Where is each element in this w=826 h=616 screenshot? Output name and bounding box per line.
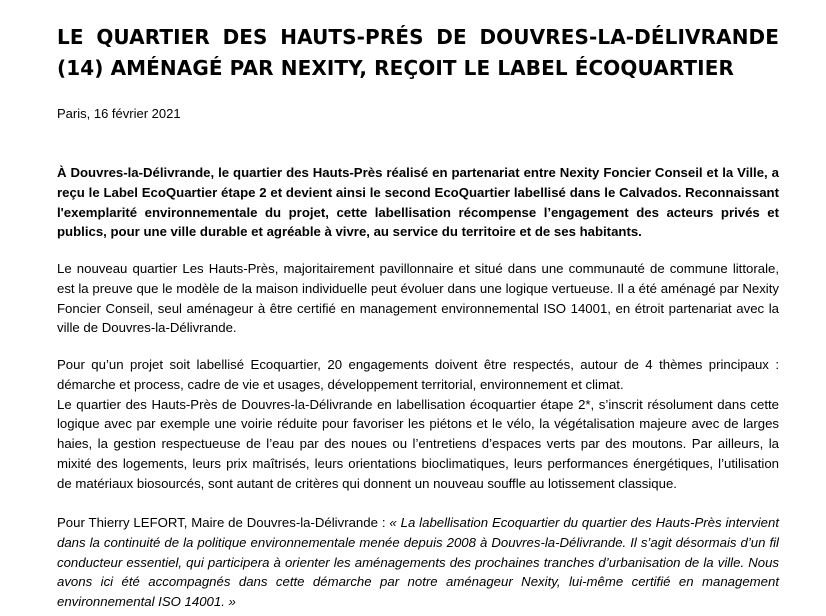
lead-paragraph <box>57 163 779 242</box>
paragraph-3b-text: Le quartier des Hauts-Près de Douvres-la-Délivrande en labellisation écoquartier étape 2*, s’inscrit résolument dans cette logique avec par exemple une voirie réduite pour favoriser les piétons et le vélo, la végétalisation majeure avec de larges haies, la gestion respectueuse de l’eau par des noues ou l’entretiens d’espaces verts par des moutons. Par ailleurs, la mixité des logements, leurs prix maîtrisés, leurs orientations bioclimatiques, leurs performances énergétiques, l’utilisation de matériaux biosourcés, sont autant de critères qui donnent un nouveau souffle au lotissement classique. <box>57 396 779 491</box>
quote-paragraph <box>57 513 779 612</box>
body-paragraph-2 <box>57 259 779 338</box>
quote-paragraph-text <box>57 513 779 612</box>
body-paragraph-3 <box>57 355 779 494</box>
press-release-page <box>57 22 779 610</box>
dateline: Paris, 16 février 2021 <box>57 106 181 121</box>
lead-text: À Douvres-la-Délivrande, le quartier des Hauts-Près réalisé en partenariat entre Nexity Foncier Conseil et la Ville, a reçu le Label EcoQuartier étape 2 et devient ainsi le second EcoQuartier labellisé dans le Calvados. Reconnaissant l'exemplarité environnementale du projet, cette labellisation récompense l’engagement des acteurs privés et publics, pour une ville durable et agréable à vivre, au service du territoire et de ses habitants. <box>57 165 779 240</box>
mayor-quote: « La labellisation Ecoquartier du quartier des Hauts-Près intervient dans la continuité de la politique environnementale menée depuis 2008 à Douvres-la-Délivrande. Il s’agit désormais d’un fil conducteur essentiel, qui participera à orienter les aménagements des prochaines tranches d’urbanisation de la ville. Nous avons ici été accompagnés dans cette démarche par notre aménageur Nexity, lui-même certifié en management environnemental ISO 14001. » <box>57 515 779 610</box>
paragraph-3a-text: Pour qu’un projet soit labellisé Ecoquartier, 20 engagements doivent être respectés, autour de 4 thèmes principaux : démarche et process, cadre de vie et usages, développement territorial, environnement et climat. <box>57 357 779 392</box>
quote-intro: Pour Thierry LEFORT, Maire de Douvres-la-Délivrande : <box>57 515 390 530</box>
paragraph-2-text: Le nouveau quartier Les Hauts-Près, majoritairement pavillonnaire et situé dans une communauté de commune littorale, est la preuve que le modèle de la maison individuelle peut évoluer dans une logique vertueuse. Il a été aménagé par Nexity Foncier Conseil, seul aménageur à être certifié en management environnemental ISO 14001, en étroit partenariat avec la ville de Douvres-la-Délivrande. <box>57 261 779 336</box>
document-title: LE QUARTIER DES HAUTS-PRÉS DE DOUVRES-LA-DÉLIVRANDE (14) AMÉNAGÉ PAR NEXITY, REÇOIT LE LABEL ÉCOQUARTIER <box>57 25 779 80</box>
